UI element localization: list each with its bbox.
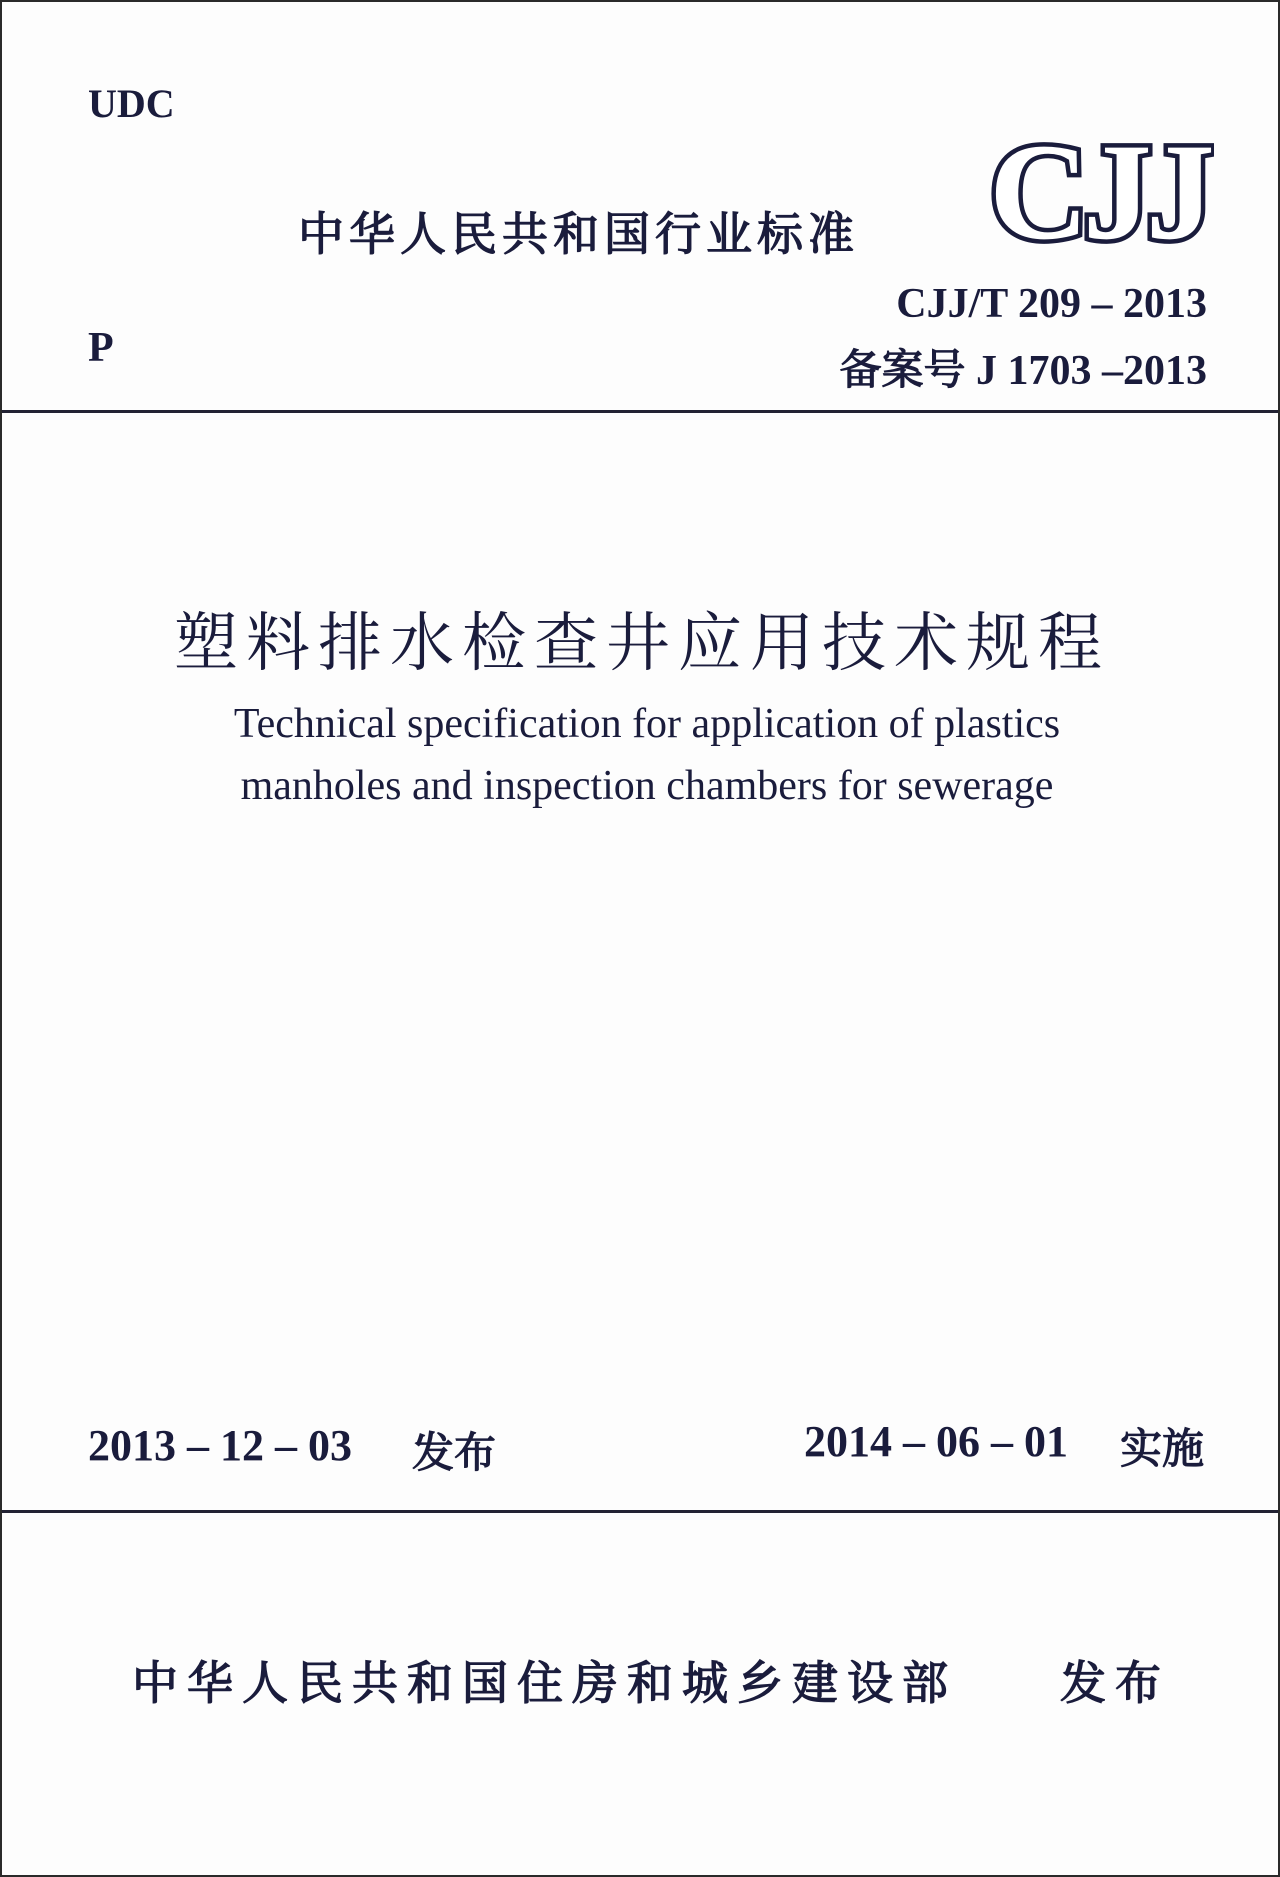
title-english-line-1: Technical specification for application of plastics: [233, 701, 1061, 747]
record-number: 备案号 J 1703 –2013: [839, 348, 1207, 394]
effective-date: 2014 – 06 – 01: [804, 1417, 1068, 1466]
publisher-action: 发布: [1060, 1656, 1170, 1710]
title-chinese: 塑料排水检查井应用技术规程: [174, 607, 1110, 681]
bottom-divider: [2, 1510, 1278, 1513]
classification-code: P: [88, 325, 114, 371]
title-english-line-2: manholes and inspection chambers for sewerage: [240, 763, 1054, 809]
cjj-logo: [984, 122, 1214, 254]
udc-code: UDC: [88, 81, 175, 126]
top-divider: [2, 410, 1278, 413]
publisher-name: 中华人民共和国住房和城乡建设部: [132, 1656, 957, 1710]
cjj-logo-text: CJJ: [989, 122, 1209, 254]
issue-date: 2013 – 12 – 03: [88, 1421, 352, 1470]
standard-number: CJJ/T 209 – 2013: [896, 281, 1207, 327]
issue-label: 发布: [412, 1428, 497, 1477]
industry-standard-heading: 中华人民共和国行业标准: [298, 207, 859, 261]
effective-label: 实施: [1120, 1424, 1205, 1473]
